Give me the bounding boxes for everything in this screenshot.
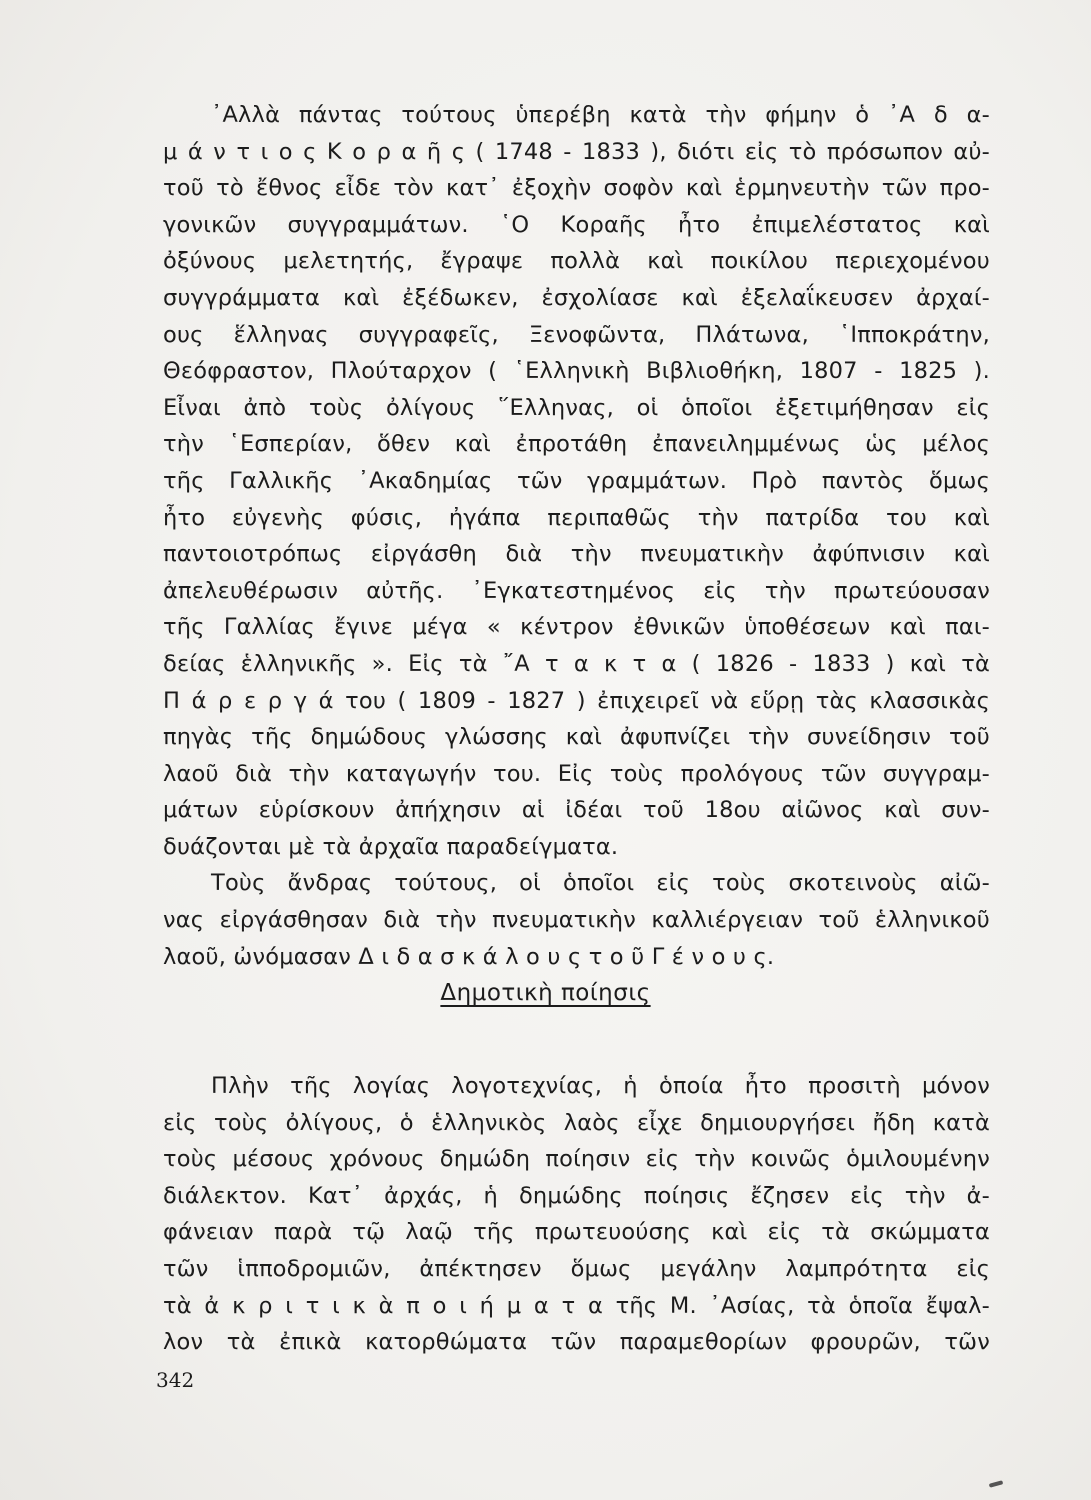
text-line: τὰ ἀ κ ρ ι τ ι κ ὰ π ο ι ή μ α τ α τῆς Μ. ᾿Ασίας, τὰ ὁποῖα ἔψαλ-: [163, 1292, 990, 1319]
paragraph-folk-poetry: [163, 1068, 990, 1361]
text-line: Θεόφραστον, Πλούταρχον ( ῾Ελληνικὴ Βιβλιοθήκη, 1807 - 1825 ).: [163, 358, 990, 385]
text-line: νας εἰργάσθησαν διὰ τὴν πνευματικὴν καλλιέργειαν τοῦ ἑλληνικοῦ: [163, 907, 990, 934]
text-line: ἦτο εὐγενὴς φύσις, ἠγάπα περιπαθῶς τὴν πατρίδα του καὶ: [163, 504, 990, 531]
text-line: Εἶναι ἀπὸ τοὺς ὀλίγους ῞Ελληνας, οἱ ὁποῖοι ἐξετιμήθησαν εἰς: [163, 394, 990, 421]
text-line: πηγὰς τῆς δημώδους γλώσσης καὶ ἀφυπνίζει τὴν συνείδησιν τοῦ: [163, 724, 990, 751]
text-line: διάλεκτον. Κατ᾿ ἀρχάς, ἡ δημώδης ποίησις ἔζησεν εἰς τὴν ἀ-: [163, 1182, 990, 1209]
text-line: Π ά ρ ε ρ γ ά του ( 1809 - 1827 ) ἐπιχειρεῖ νὰ εὕρῃ τὰς κλασσικὰς: [163, 687, 990, 714]
text-line: εἰς τοὺς ὀλίγους, ὁ ἑλληνικὸς λαὸς εἶχε δημιουργήσει ἤδη κατὰ: [163, 1109, 990, 1136]
text-line: τῆς Γαλλικῆς ᾿Ακαδημίας τῶν γραμμάτων. Πρὸ παντὸς ὅμως: [163, 467, 990, 494]
text-line: ᾿Αλλὰ πάντας τούτους ὑπερέβη κατὰ τὴν φήμην ὁ ᾿Α δ α-: [211, 102, 990, 128]
text-line: Πλὴν τῆς λογίας λογοτεχνίας, ἡ ὁποία ἦτο προσιτὴ μόνον: [211, 1073, 990, 1099]
text-line: μάτων εὑρίσκουν ἀπήχησιν αἱ ἰδέαι τοῦ 18ου αἰῶνος καὶ συν-: [163, 797, 990, 824]
text-line: συγγράμματα καὶ ἐξέδωκεν, ἐσχολίασε καὶ ἐξελαΐκευσεν ἀρχαί-: [163, 284, 990, 311]
text-line: τοῦ τὸ ἔθνος εἶδε τὸν κατ᾿ ἐξοχὴν σοφὸν καὶ ἑρμηνευτὴν τῶν προ-: [163, 175, 990, 202]
text-line: Τοὺς ἄνδρας τούτους, οἱ ὁποῖοι εἰς τοὺς σκοτεινοὺς αἰῶ-: [211, 870, 990, 897]
text-line: μ ά ν τ ι ο ς Κ ο ρ α ῆ ς ( 1748 - 1833 ), διότι εἰς τὸ πρόσωπον αὐ-: [163, 138, 990, 165]
text-line: δείας ἑλληνικῆς ». Εἰς τὰ ῎Α τ α κ τ α ( 1826 - 1833 ) καὶ τὰ: [163, 650, 990, 677]
text-line: τῶν ἱπποδρομιῶν, ἀπέκτησεν ὅμως μεγάλην λαμπρότητα εἰς: [163, 1255, 990, 1282]
text-line: ἀπελευθέρωσιν αὐτῆς. ᾿Εγκατεστημένος εἰς τὴν πρωτεύουσαν: [163, 577, 990, 604]
page-number: 342: [156, 1368, 195, 1392]
text-line: δυάζονται μὲ τὰ ἀρχαῖα παραδείγματα.: [163, 833, 619, 860]
text-line: τῆς Γαλλίας ἔγινε μέγα « κέντρον ἐθνικῶν ὑποθέσεων καὶ παι-: [163, 614, 990, 641]
text-line: φάνειαν παρὰ τῷ λαῷ τῆς πρωτευούσης καὶ εἰς τὰ σκώμματα: [163, 1219, 990, 1246]
text-line: ὀξύνους μελετητής, ἔγραψε πολλὰ καὶ ποικίλου περιεχομένου: [163, 248, 990, 275]
paragraph-korais: [163, 97, 990, 975]
text-line: τοὺς μέσους χρόνους δημώδη ποίησιν εἰς τὴν κοινῶς ὁμιλουμένην: [163, 1146, 990, 1173]
text-line: ους ἕλληνας συγγραφεῖς, Ξενοφῶντα, Πλάτωνα, ῾Ιπποκράτην,: [163, 321, 990, 348]
text-line: λαοῦ, ὠνόμασαν Δ ι δ α σ κ ά λ ο υ ς τ ο ῦ Γ έ ν ο υ ς.: [163, 943, 775, 970]
text-line: γονικῶν συγγραμμάτων. ῾Ο Κοραῆς ἦτο ἐπιμελέστατος καὶ: [163, 211, 990, 238]
text-line: παντοιοτρόπως εἰργάσθη διὰ τὴν πνευματικὴν ἀφύπνισιν καὶ: [163, 541, 990, 568]
section-heading: Δημοτικὴ ποίησις: [440, 980, 651, 1006]
text-line: λον τὰ ἐπικὰ κατορθώματα τῶν παραμεθορίων φρουρῶν, τῶν: [163, 1329, 990, 1356]
scan-speck: [989, 1480, 1004, 1487]
text-line: λαοῦ διὰ τὴν καταγωγήν του. Εἰς τοὺς προλόγους τῶν συγγραμ-: [163, 760, 990, 787]
text-line: τὴν ῾Εσπερίαν, ὅθεν καὶ ἐπροτάθη ἐπανειλημμένως ὡς μέλος: [163, 431, 990, 458]
